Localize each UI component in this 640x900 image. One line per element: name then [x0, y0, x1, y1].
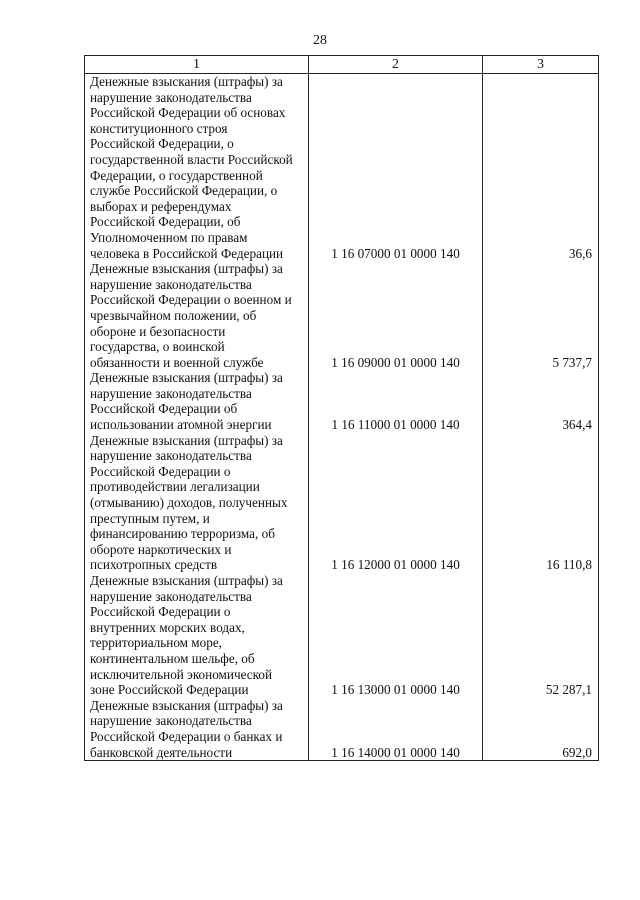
row-description: [85, 370, 309, 432]
description-line: Федерации, о государственной: [90, 167, 263, 183]
description-line: Российской Федерации о банках и: [90, 728, 283, 744]
description-line: Российской Федерации о: [90, 463, 231, 479]
row-description: [85, 433, 309, 573]
description-line: человека в Российской Федерации: [90, 245, 284, 261]
description-line: Денежные взыскания (штрафы) за: [90, 573, 283, 588]
description-line: Денежные взыскания (штрафы) за: [90, 432, 283, 448]
description-line: континентальном шельфе, об: [90, 650, 255, 666]
description-line: психотропных средств: [90, 557, 218, 573]
description-line: территориальном море,: [90, 635, 222, 651]
description-line: нарушение законодательства: [90, 713, 252, 729]
table-row: [85, 74, 599, 262]
description-line: нарушение законодательства: [90, 89, 252, 105]
column-header-3: 3: [483, 56, 599, 74]
column-header-1: 1: [85, 56, 309, 74]
description-line: государственной власти Российской: [90, 151, 293, 167]
row-description: [85, 573, 309, 698]
row-code: 1 16 07000 01 0000 140: [309, 74, 483, 262]
table-body: [85, 74, 599, 761]
row-amount: 36,6: [483, 74, 599, 262]
description-line: Российской Федерации, об: [90, 214, 241, 230]
description-line: преступным путем, и: [90, 510, 210, 526]
description-line: Уполномоченном по правам: [90, 229, 248, 245]
description-line: службе Российской Федерации, о: [90, 183, 278, 199]
description-line: государства, о воинской: [90, 339, 225, 355]
description-line: Денежные взыскания (штрафы) за: [90, 261, 283, 277]
table-row: [85, 573, 599, 698]
description-line: Российской Федерации об: [90, 401, 238, 417]
row-description: [85, 261, 309, 370]
row-amount: 692,0: [483, 698, 599, 761]
description-line: нарушение законодательства: [90, 448, 252, 464]
column-header-2: 2: [309, 56, 483, 74]
table-row: [85, 698, 599, 761]
table-row: [85, 261, 599, 370]
row-amount: 364,4: [483, 370, 599, 432]
row-code: 1 16 14000 01 0000 140: [309, 698, 483, 761]
row-code: 1 16 09000 01 0000 140: [309, 261, 483, 370]
description-line: исключительной экономической: [90, 666, 273, 682]
table-header: [85, 56, 599, 74]
row-code: 1 16 12000 01 0000 140: [309, 433, 483, 573]
description-line: внутренних морских водах,: [90, 619, 245, 635]
description-line: (отмыванию) доходов, полученных: [90, 495, 288, 511]
description-line: Российской Федерации о военном и: [90, 292, 292, 308]
description-line: Денежные взыскания (штрафы) за: [90, 370, 283, 386]
description-line: банковской деятельности: [90, 744, 233, 760]
row-code: 1 16 11000 01 0000 140: [309, 370, 483, 432]
description-line: Денежные взыскания (штрафы) за: [90, 697, 283, 713]
page-number: 28: [313, 33, 327, 48]
revenue-table: [84, 55, 599, 761]
description-line: Российской Федерации о: [90, 604, 231, 620]
row-amount: 52 287,1: [483, 573, 599, 698]
row-description: [85, 698, 309, 761]
description-line: конституционного строя: [90, 120, 228, 136]
description-line: нарушение законодательства: [90, 385, 252, 401]
description-line: выборах и референдумах: [90, 198, 232, 214]
description-line: нарушение законодательства: [90, 588, 252, 604]
row-amount: 16 110,8: [483, 433, 599, 573]
description-line: обороне и безопасности: [90, 323, 226, 339]
table-row: [85, 433, 599, 573]
row-description: [85, 74, 309, 262]
description-line: Российской Федерации, о: [90, 136, 234, 152]
description-line: финансированию терроризма, об: [90, 526, 275, 542]
header-row: [85, 56, 599, 74]
description-line: зоне Российской Федерации: [90, 682, 249, 698]
description-line: использовании атомной энергии: [90, 417, 272, 433]
description-line: Российской Федерации об основах: [90, 105, 286, 121]
description-line: противодействии легализации: [90, 479, 260, 495]
row-code: 1 16 13000 01 0000 140: [309, 573, 483, 698]
description-line: обязанности и военной службе: [90, 354, 264, 370]
description-line: нарушение законодательства: [90, 276, 252, 292]
description-line: обороте наркотических и: [90, 541, 232, 557]
description-line: чрезвычайном положении, об: [90, 307, 257, 323]
row-amount: 5 737,7: [483, 261, 599, 370]
description-line: Денежные взыскания (штрафы) за: [90, 74, 283, 89]
table-row: [85, 370, 599, 432]
